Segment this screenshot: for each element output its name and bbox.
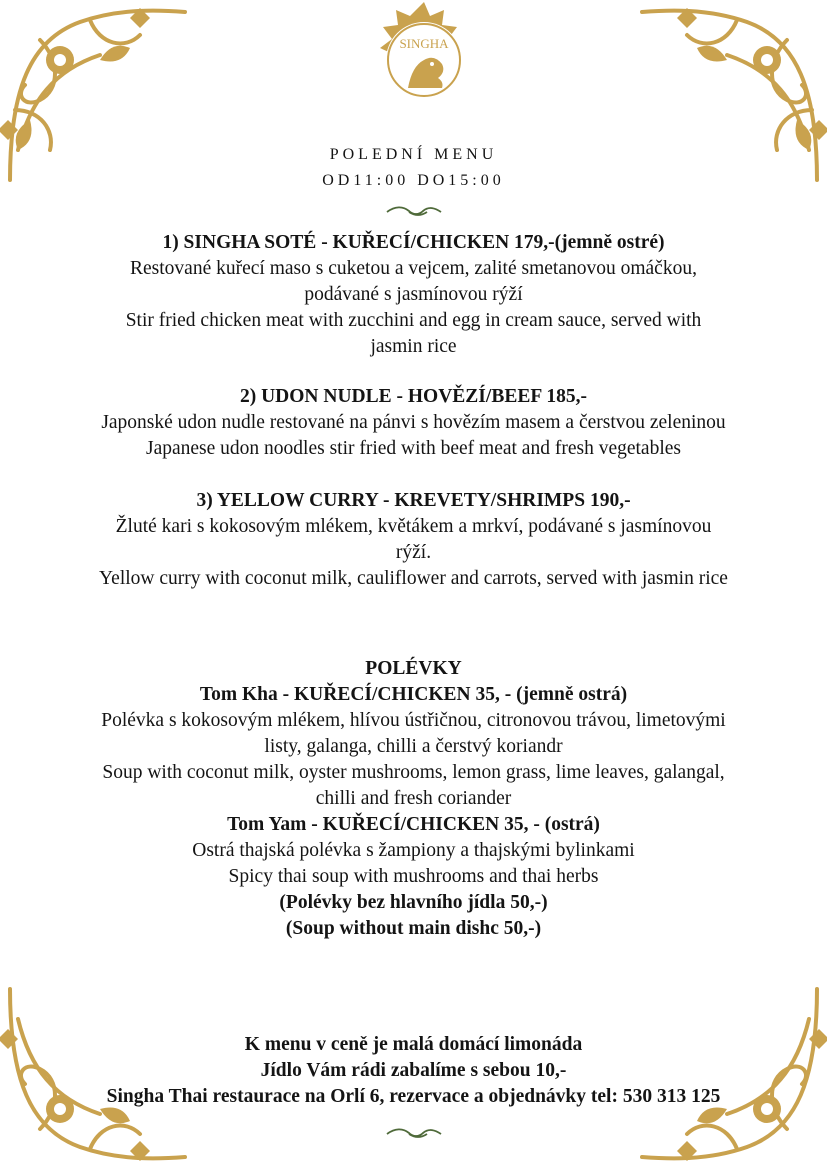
soup-title-tom-yam: Tom Yam - KUŘECÍ/CHICKEN 35, - (ostrá) (227, 814, 600, 835)
menu-hours: OD11:00 DO15:00 (322, 172, 505, 189)
dish-desc-cz: Japonské udon nudle restované na pánvi s hovězím masem a čerstvou zeleninou (101, 412, 726, 433)
dish-3 (0, 488, 827, 592)
footer (0, 1032, 827, 1110)
dish-desc-cz: Restované kuřecí maso s cuketou a vejcem, zalité smetanovou omáčkou, (130, 258, 697, 279)
dish-2 (0, 384, 827, 462)
footer-lemonade: K menu v ceně je malá domácí limonáda (244, 1034, 583, 1055)
flourish-divider-icon (385, 206, 443, 218)
soup-title-tom-kha: Tom Kha - KUŘECÍ/CHICKEN 35, - (jemně ostrá) (199, 684, 628, 705)
dish-desc-en: jasmin rice (370, 336, 457, 357)
soup-desc-en: Soup with coconut milk, oyster mushrooms, lemon grass, lime leaves, galangal, (102, 762, 725, 783)
soup-desc-cz: Polévka s kokosovým mlékem, hlívou ústřičnou, citronovou trávou, limetovými (101, 710, 726, 731)
dish-desc-cz: rýží. (395, 542, 432, 563)
dish-desc-en: Japanese udon noodles stir fried with beef meat and fresh vegetables (146, 438, 681, 459)
soup-desc-cz: listy, galanga, chilli a čerstvý koriandr (264, 736, 563, 757)
dish-desc-en: Yellow curry with coconut milk, cauliflower and carrots, served with jasmin rice (99, 568, 728, 589)
dish-desc-cz: podávané s jasmínovou rýží (304, 284, 523, 305)
dish-desc-en: Stir fried chicken meat with zucchini and egg in cream sauce, served with (125, 310, 702, 331)
singha-logo (364, 0, 484, 122)
soup-desc-cz: Ostrá thajská polévka s žampiony a thajskými bylinkami (192, 840, 635, 861)
footer-takeaway: Jídlo Vám rádi zabalíme s sebou 10,- (260, 1060, 567, 1081)
soup-note-en: (Soup without main dishc 50,-) (285, 918, 542, 939)
soups-heading: POLÉVKY (365, 658, 462, 679)
dish-title: 2) UDON NUDLE - HOVĚZÍ/BEEF 185,- (239, 386, 588, 407)
dish-desc-cz: Žluté kari s kokosovým mlékem, květákem a mrkví, podávané s jasmínovou (115, 516, 712, 537)
soup-desc-en: chilli and fresh coriander (315, 788, 512, 809)
logo-text: SINGHA (399, 36, 449, 51)
soup-desc-en: Spicy thai soup with mushrooms and thai herbs (228, 866, 599, 887)
footer-contact: Singha Thai restaurace na Orlí 6, rezervace a objednávky tel: 530 313 125 (106, 1086, 721, 1107)
soups-section (0, 656, 827, 942)
menu-header (0, 142, 827, 194)
soup-note-cz: (Polévky bez hlavního jídla 50,-) (279, 892, 548, 913)
dish-title: 1) SINGHA SOTÉ - KUŘECÍ/CHICKEN 179,-(jemně ostré) (162, 232, 665, 253)
dish-title: 3) YELLOW CURRY - KREVETY/SHRIMPS 190,- (196, 490, 631, 511)
dish-1 (0, 230, 827, 360)
menu-title: POLEDNÍ MENU (329, 146, 498, 163)
flourish-divider-bottom-icon (385, 1128, 443, 1140)
